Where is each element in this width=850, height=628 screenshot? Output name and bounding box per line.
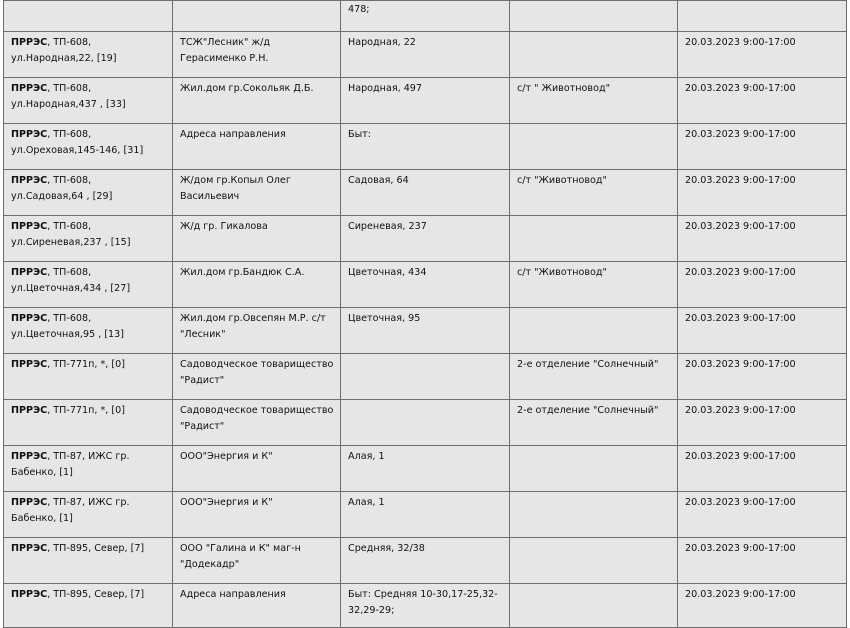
address-cell [341,400,510,446]
org-label: ПРРЭС [11,129,48,140]
time-cell: 20.03.2023 9:00-17:00 [678,446,847,492]
address-cell: Средняя, 32/38 [341,538,510,584]
time-cell: 20.03.2023 9:00-17:00 [678,32,847,78]
org-label: ПРРЭС [11,359,48,370]
address-cell: Народная, 22 [341,32,510,78]
table-row [4,78,847,124]
location-cell [4,32,173,78]
extra-cell [510,124,678,170]
location-text: , ТП-608, ул.Народная,437 , [33] [11,83,126,110]
consumer-cell: ТСЖ"Лесник" ж/д Герасименко Р.Н. [173,32,341,78]
time-cell: 20.03.2023 9:00-17:00 [678,262,847,308]
table-row [4,32,847,78]
address-cell: Алая, 1 [341,446,510,492]
location-text: , ТП-87, ИЖС гр. Бабенко, [1] [11,497,130,524]
table-row [4,124,847,170]
org-label: ПРРЭС [11,451,48,462]
consumer-cell: Жил.дом гр.Сокольяк Д.Б. [173,78,341,124]
location-cell [4,262,173,308]
org-label: ПРРЭС [11,83,48,94]
org-label: ПРРЭС [11,221,48,232]
consumer-cell: ООО "Галина и К" маг-н "Додекадр" [173,538,341,584]
location-cell [4,308,173,354]
extra-cell: с/т " Животновод" [510,78,678,124]
org-label: ПРРЭС [11,175,48,186]
org-label: ПРРЭС [11,37,48,48]
consumer-cell: Адреса направления [173,124,341,170]
table-row [4,308,847,354]
location-cell [4,216,173,262]
table-row [4,170,847,216]
org-label: ПРРЭС [11,589,48,600]
address-cell [341,354,510,400]
location-cell [4,492,173,538]
table-row [4,354,847,400]
location-cell [4,354,173,400]
consumer-cell: ООО"Энергия и К" [173,492,341,538]
address-cell: Быт: Средняя 10-30,17-25,32-32,29-29; [341,584,510,628]
consumer-cell: Жил.дом гр.Бандюк С.А. [173,262,341,308]
location-cell [4,78,173,124]
location-cell [4,538,173,584]
time-cell: 20.03.2023 9:00-17:00 [678,400,847,446]
table-row [4,538,847,584]
location-cell [4,446,173,492]
org-label: ПРРЭС [11,267,48,278]
table-row [4,400,847,446]
table-row [4,216,847,262]
org-label: ПРРЭС [11,313,48,324]
outage-table [3,0,847,628]
org-label: ПРРЭС [11,543,48,554]
address-cell: Народная, 497 [341,78,510,124]
location-text: , ТП-771п, *, [0] [47,359,125,370]
address-cell: Алая, 1 [341,492,510,538]
location-text: , ТП-895, Север, [7] [47,543,145,554]
location-text: , ТП-87, ИЖС гр. Бабенко, [1] [11,451,130,478]
address-cell: Цветочная, 95 [341,308,510,354]
time-cell: 20.03.2023 9:00-17:00 [678,354,847,400]
location-text: , ТП-608, ул.Народная,22, [19] [11,37,117,64]
consumer-cell: Ж/дом гр.Копыл Олег Васильевич [173,170,341,216]
time-cell: 20.03.2023 9:00-17:00 [678,492,847,538]
address-cell: Цветочная, 434 [341,262,510,308]
location-text: , ТП-771п, *, [0] [47,405,125,416]
table-cell [510,1,678,32]
location-text: , ТП-608, ул.Садовая,64 , [29] [11,175,113,202]
time-cell: 20.03.2023 9:00-17:00 [678,538,847,584]
org-label: ПРРЭС [11,405,48,416]
extra-cell [510,492,678,538]
table-row [4,492,847,538]
extra-cell [510,32,678,78]
org-label: ПРРЭС [11,497,48,508]
extra-cell [510,308,678,354]
address-cell: Быт: [341,124,510,170]
time-cell: 20.03.2023 9:00-17:00 [678,216,847,262]
table-row [4,1,847,32]
location-text: , ТП-608, ул.Сиреневая,237 , [15] [11,221,131,248]
table-row [4,446,847,492]
location-cell [4,400,173,446]
extra-cell [510,538,678,584]
extra-cell: с/т "Животновод" [510,170,678,216]
address-cell: Садовая, 64 [341,170,510,216]
time-cell: 20.03.2023 9:00-17:00 [678,584,847,628]
address-cell: Сиреневая, 237 [341,216,510,262]
extra-cell: 2-е отделение "Солнечный" [510,354,678,400]
consumer-cell: Адреса направления [173,584,341,628]
extra-cell [510,446,678,492]
table-cell [173,1,341,32]
consumer-cell: ООО"Энергия и К" [173,446,341,492]
extra-cell: с/т "Животновод" [510,262,678,308]
extra-cell [510,216,678,262]
extra-cell: 2-е отделение "Солнечный" [510,400,678,446]
table-cell [678,1,847,32]
time-cell: 20.03.2023 9:00-17:00 [678,170,847,216]
location-text: , ТП-608, ул.Ореховая,145-146, [31] [11,129,144,156]
table-cell: 478; [341,1,510,32]
location-cell [4,170,173,216]
consumer-cell: Садоводческое товарищество "Радист" [173,400,341,446]
outage-table-body [4,1,847,628]
location-text: , ТП-608, ул.Цветочная,95 , [13] [11,313,125,340]
consumer-cell: Жил.дом гр.Овсепян М.Р. с/т "Лесник" [173,308,341,354]
table-row [4,262,847,308]
consumer-cell: Ж/д гр. Гикалова [173,216,341,262]
time-cell: 20.03.2023 9:00-17:00 [678,124,847,170]
location-text: , ТП-895, Север, [7] [47,589,145,600]
time-cell: 20.03.2023 9:00-17:00 [678,78,847,124]
time-cell: 20.03.2023 9:00-17:00 [678,308,847,354]
location-cell [4,124,173,170]
location-text: , ТП-608, ул.Цветочная,434 , [27] [11,267,131,294]
table-cell [4,1,173,32]
consumer-cell: Садоводческое товарищество "Радист" [173,354,341,400]
